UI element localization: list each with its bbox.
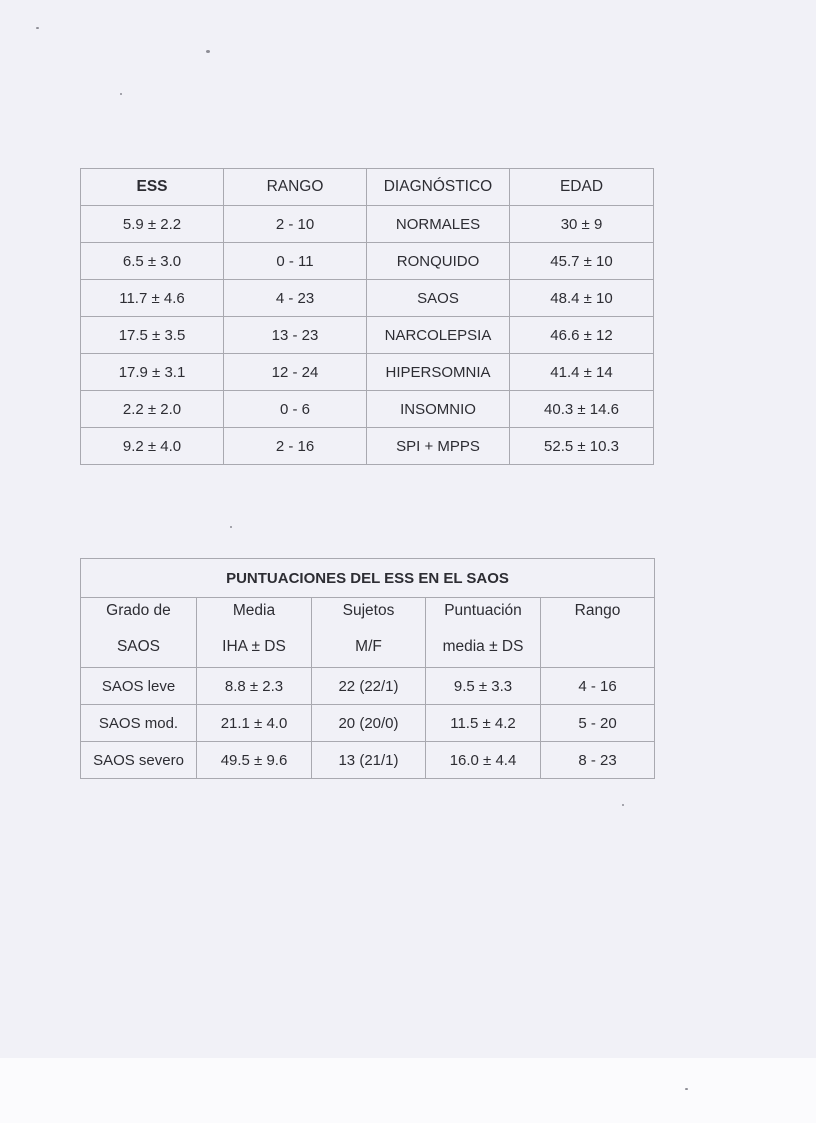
scan-speck: [230, 526, 232, 528]
cell-sujetos: 13 (21/1): [312, 742, 426, 779]
column-header-diagnostico: DIAGNÓSTICO: [367, 169, 510, 206]
table-row: [81, 668, 655, 705]
table-row: [81, 243, 654, 280]
table-title: PUNTUACIONES DEL ESS EN EL SAOS: [81, 559, 655, 598]
cell-diagnostico: SAOS: [367, 280, 510, 317]
column-header-line: SAOS: [116, 638, 161, 655]
cell-edad: 52.5 ± 10.3: [510, 428, 654, 465]
scan-speck: [206, 50, 210, 53]
cell-rango: 5 - 20: [541, 705, 655, 742]
cell-sujetos: 22 (22/1): [312, 668, 426, 705]
cell-rango: 0 - 6: [224, 391, 367, 428]
scan-speck: [622, 804, 624, 806]
column-header-line: Media: [232, 602, 276, 619]
cell-ess: 11.7 ± 4.6: [81, 280, 224, 317]
cell-ess: 17.5 ± 3.5: [81, 317, 224, 354]
table-header-row: [81, 169, 654, 206]
cell-diagnostico: INSOMNIO: [367, 391, 510, 428]
table-header-row: [81, 598, 655, 668]
scan-speck: [685, 1088, 688, 1090]
scan-bottom-edge: [0, 1058, 816, 1123]
table-row: [81, 742, 655, 779]
cell-ess: 9.2 ± 4.0: [81, 428, 224, 465]
cell-rango: 8 - 23: [541, 742, 655, 779]
column-header-media: [197, 598, 312, 668]
cell-rango: 2 - 10: [224, 206, 367, 243]
cell-puntuacion: 11.5 ± 4.2: [426, 705, 541, 742]
cell-edad: 46.6 ± 12: [510, 317, 654, 354]
table-row: [81, 317, 654, 354]
cell-diagnostico: SPI + MPPS: [367, 428, 510, 465]
cell-edad: 48.4 ± 10: [510, 280, 654, 317]
cell-rango: 4 - 16: [541, 668, 655, 705]
cell-diagnostico: NORMALES: [367, 206, 510, 243]
cell-ess: 2.2 ± 2.0: [81, 391, 224, 428]
cell-rango: 2 - 16: [224, 428, 367, 465]
column-header-puntuacion: [426, 598, 541, 668]
table-row: [81, 705, 655, 742]
cell-edad: 40.3 ± 14.6: [510, 391, 654, 428]
cell-ess: 5.9 ± 2.2: [81, 206, 224, 243]
saos-scores-table: [80, 558, 655, 779]
column-header-rango: [541, 598, 655, 668]
scan-speck: [120, 93, 122, 95]
ess-diagnosis-table: [80, 168, 654, 465]
column-header-line: Puntuación: [444, 602, 522, 619]
column-header-sujetos: [312, 598, 426, 668]
cell-diagnostico: RONQUIDO: [367, 243, 510, 280]
column-header-line: media ± DS: [442, 638, 524, 655]
column-header-line: IHA ± DS: [222, 638, 286, 655]
scan-speck: [36, 27, 39, 29]
table-row: [81, 391, 654, 428]
cell-ess: 6.5 ± 3.0: [81, 243, 224, 280]
cell-edad: 45.7 ± 10: [510, 243, 654, 280]
table-row: [81, 428, 654, 465]
table-row: [81, 354, 654, 391]
cell-rango: 0 - 11: [224, 243, 367, 280]
cell-rango: 13 - 23: [224, 317, 367, 354]
cell-grado: SAOS mod.: [81, 705, 197, 742]
cell-grado: SAOS severo: [81, 742, 197, 779]
column-header-edad: EDAD: [510, 169, 654, 206]
cell-edad: 41.4 ± 14: [510, 354, 654, 391]
cell-puntuacion: 16.0 ± 4.4: [426, 742, 541, 779]
table-row: [81, 206, 654, 243]
cell-rango: 4 - 23: [224, 280, 367, 317]
cell-ess: 17.9 ± 3.1: [81, 354, 224, 391]
cell-media: 8.8 ± 2.3: [197, 668, 312, 705]
column-header-line: Sujetos: [342, 602, 395, 619]
cell-media: 49.5 ± 9.6: [197, 742, 312, 779]
cell-diagnostico: HIPERSOMNIA: [367, 354, 510, 391]
column-header-line: Grado de: [106, 602, 171, 619]
cell-puntuacion: 9.5 ± 3.3: [426, 668, 541, 705]
column-header-ess: ESS: [81, 169, 224, 206]
cell-media: 21.1 ± 4.0: [197, 705, 312, 742]
column-header-rango: RANGO: [224, 169, 367, 206]
column-header-grado: [81, 598, 197, 668]
table-title-row: [81, 559, 655, 598]
column-header-line: Rango: [574, 602, 621, 619]
column-header-line: M/F: [355, 638, 382, 655]
cell-grado: SAOS leve: [81, 668, 197, 705]
table-row: [81, 280, 654, 317]
cell-sujetos: 20 (20/0): [312, 705, 426, 742]
cell-rango: 12 - 24: [224, 354, 367, 391]
cell-diagnostico: NARCOLEPSIA: [367, 317, 510, 354]
cell-edad: 30 ± 9: [510, 206, 654, 243]
